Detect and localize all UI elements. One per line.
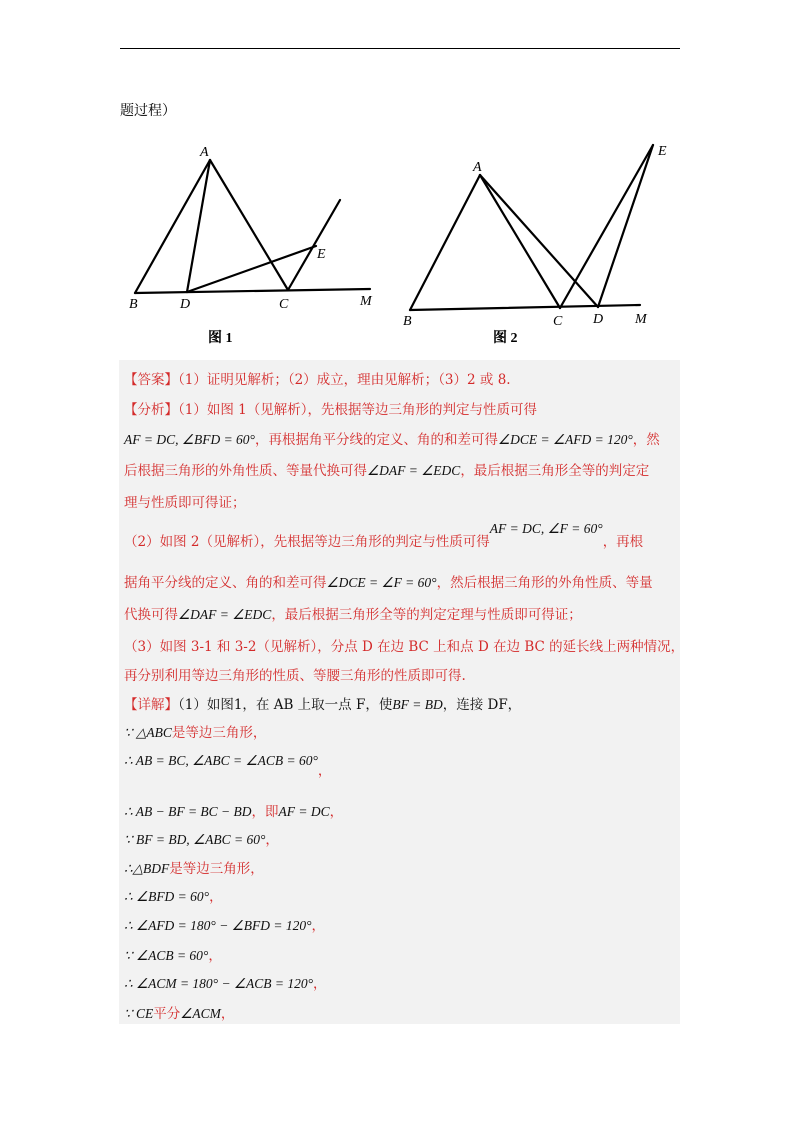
- fig2-label-a: A: [473, 160, 482, 175]
- fig1-label-e: E: [317, 247, 326, 262]
- analysis-line-4: 理与性质即可得证；: [124, 495, 246, 511]
- fig2-label-d: D: [593, 312, 604, 327]
- detail-line-7: ∴ ∠BFD = 60°，: [124, 889, 223, 905]
- fig2-label-e: E: [658, 144, 667, 159]
- fig2-label-b: B: [403, 314, 412, 329]
- fig1-label-d: D: [180, 297, 191, 312]
- detail-line-6: ∴△BDF是等边三角形，: [124, 861, 264, 877]
- fig1-label-a: A: [200, 145, 209, 160]
- fig1-label-b: B: [129, 297, 138, 312]
- intro-text: 题过程）: [120, 103, 176, 119]
- analysis-line-6: 据角平分线的定义、角的和差可得∠DCE = ∠F = 60°，然后根据三角形的外角性质、等量: [124, 575, 653, 591]
- detail-line-2: ∵ △ABC是等边三角形，: [124, 725, 267, 741]
- analysis-line-8: （3）如图 3-1 和 3-2（见解析），分点 D 在边 BC 上和点 D 在边 BC 的延长线上两种情况，: [124, 639, 685, 655]
- answer-line: 【答案】（1）证明见解析；（2）成立，理由见解析；（3）2 或 8.: [124, 372, 511, 388]
- fig1-label-c: C: [279, 297, 289, 312]
- analysis-line-3: 后根据三角形的外角性质、等量代换可得∠DAF = ∠EDC，最后根据三角形全等的判定定: [124, 463, 650, 479]
- analysis-line-9: 再分别利用等边三角形的性质、等腰三角形的性质即可得.: [124, 668, 466, 684]
- figure-2-caption: 图 2: [493, 331, 518, 346]
- detail-line-3: ∴ AB = BC, ∠ABC = ∠ACB = 60°，: [124, 753, 332, 779]
- analysis-line-2: AF = DC, ∠BFD = 60°，再根据角平分线的定义、角的和差可得∠DCE = ∠AFD = 120°，然: [124, 432, 660, 448]
- analysis-line-5: （2）如图 2（见解析），先根据等边三角形的判定与性质可得AF = DC, ∠F = 60°，再根: [124, 521, 644, 550]
- detail-line-11: ∵ CE平分∠ACM，: [124, 1006, 235, 1022]
- detail-line-1: 【详解】（1）如图1，在 AB 上取一点 F，使BF = BD，连接 DF，: [124, 697, 522, 713]
- header-rule: [120, 48, 680, 49]
- analysis-line-7: 代换可得∠DAF = ∠EDC，最后根据三角形全等的判定定理与性质即可得证；: [124, 607, 582, 623]
- detail-line-8: ∴ ∠AFD = 180° − ∠BFD = 120°，: [124, 918, 326, 934]
- fig2-label-c: C: [553, 314, 563, 329]
- fig2-label-m: M: [635, 312, 647, 327]
- detail-line-9: ∵ ∠ACB = 60°，: [124, 948, 222, 964]
- figure-1: [120, 140, 390, 330]
- figure-1-caption: 图 1: [208, 331, 233, 346]
- detail-line-4: ∴ AB − BF = BC − BD，即AF = DC，: [124, 804, 344, 820]
- fig1-label-m: M: [360, 294, 372, 309]
- detail-line-10: ∴ ∠ACM = 180° − ∠ACB = 120°，: [124, 976, 327, 992]
- figure-2: [395, 135, 685, 330]
- analysis-line-1: 【分析】（1）如图 1（见解析），先根据等边三角形的判定与性质可得: [124, 402, 537, 418]
- detail-line-5: ∵ BF = BD, ∠ABC = 60°，: [124, 832, 279, 848]
